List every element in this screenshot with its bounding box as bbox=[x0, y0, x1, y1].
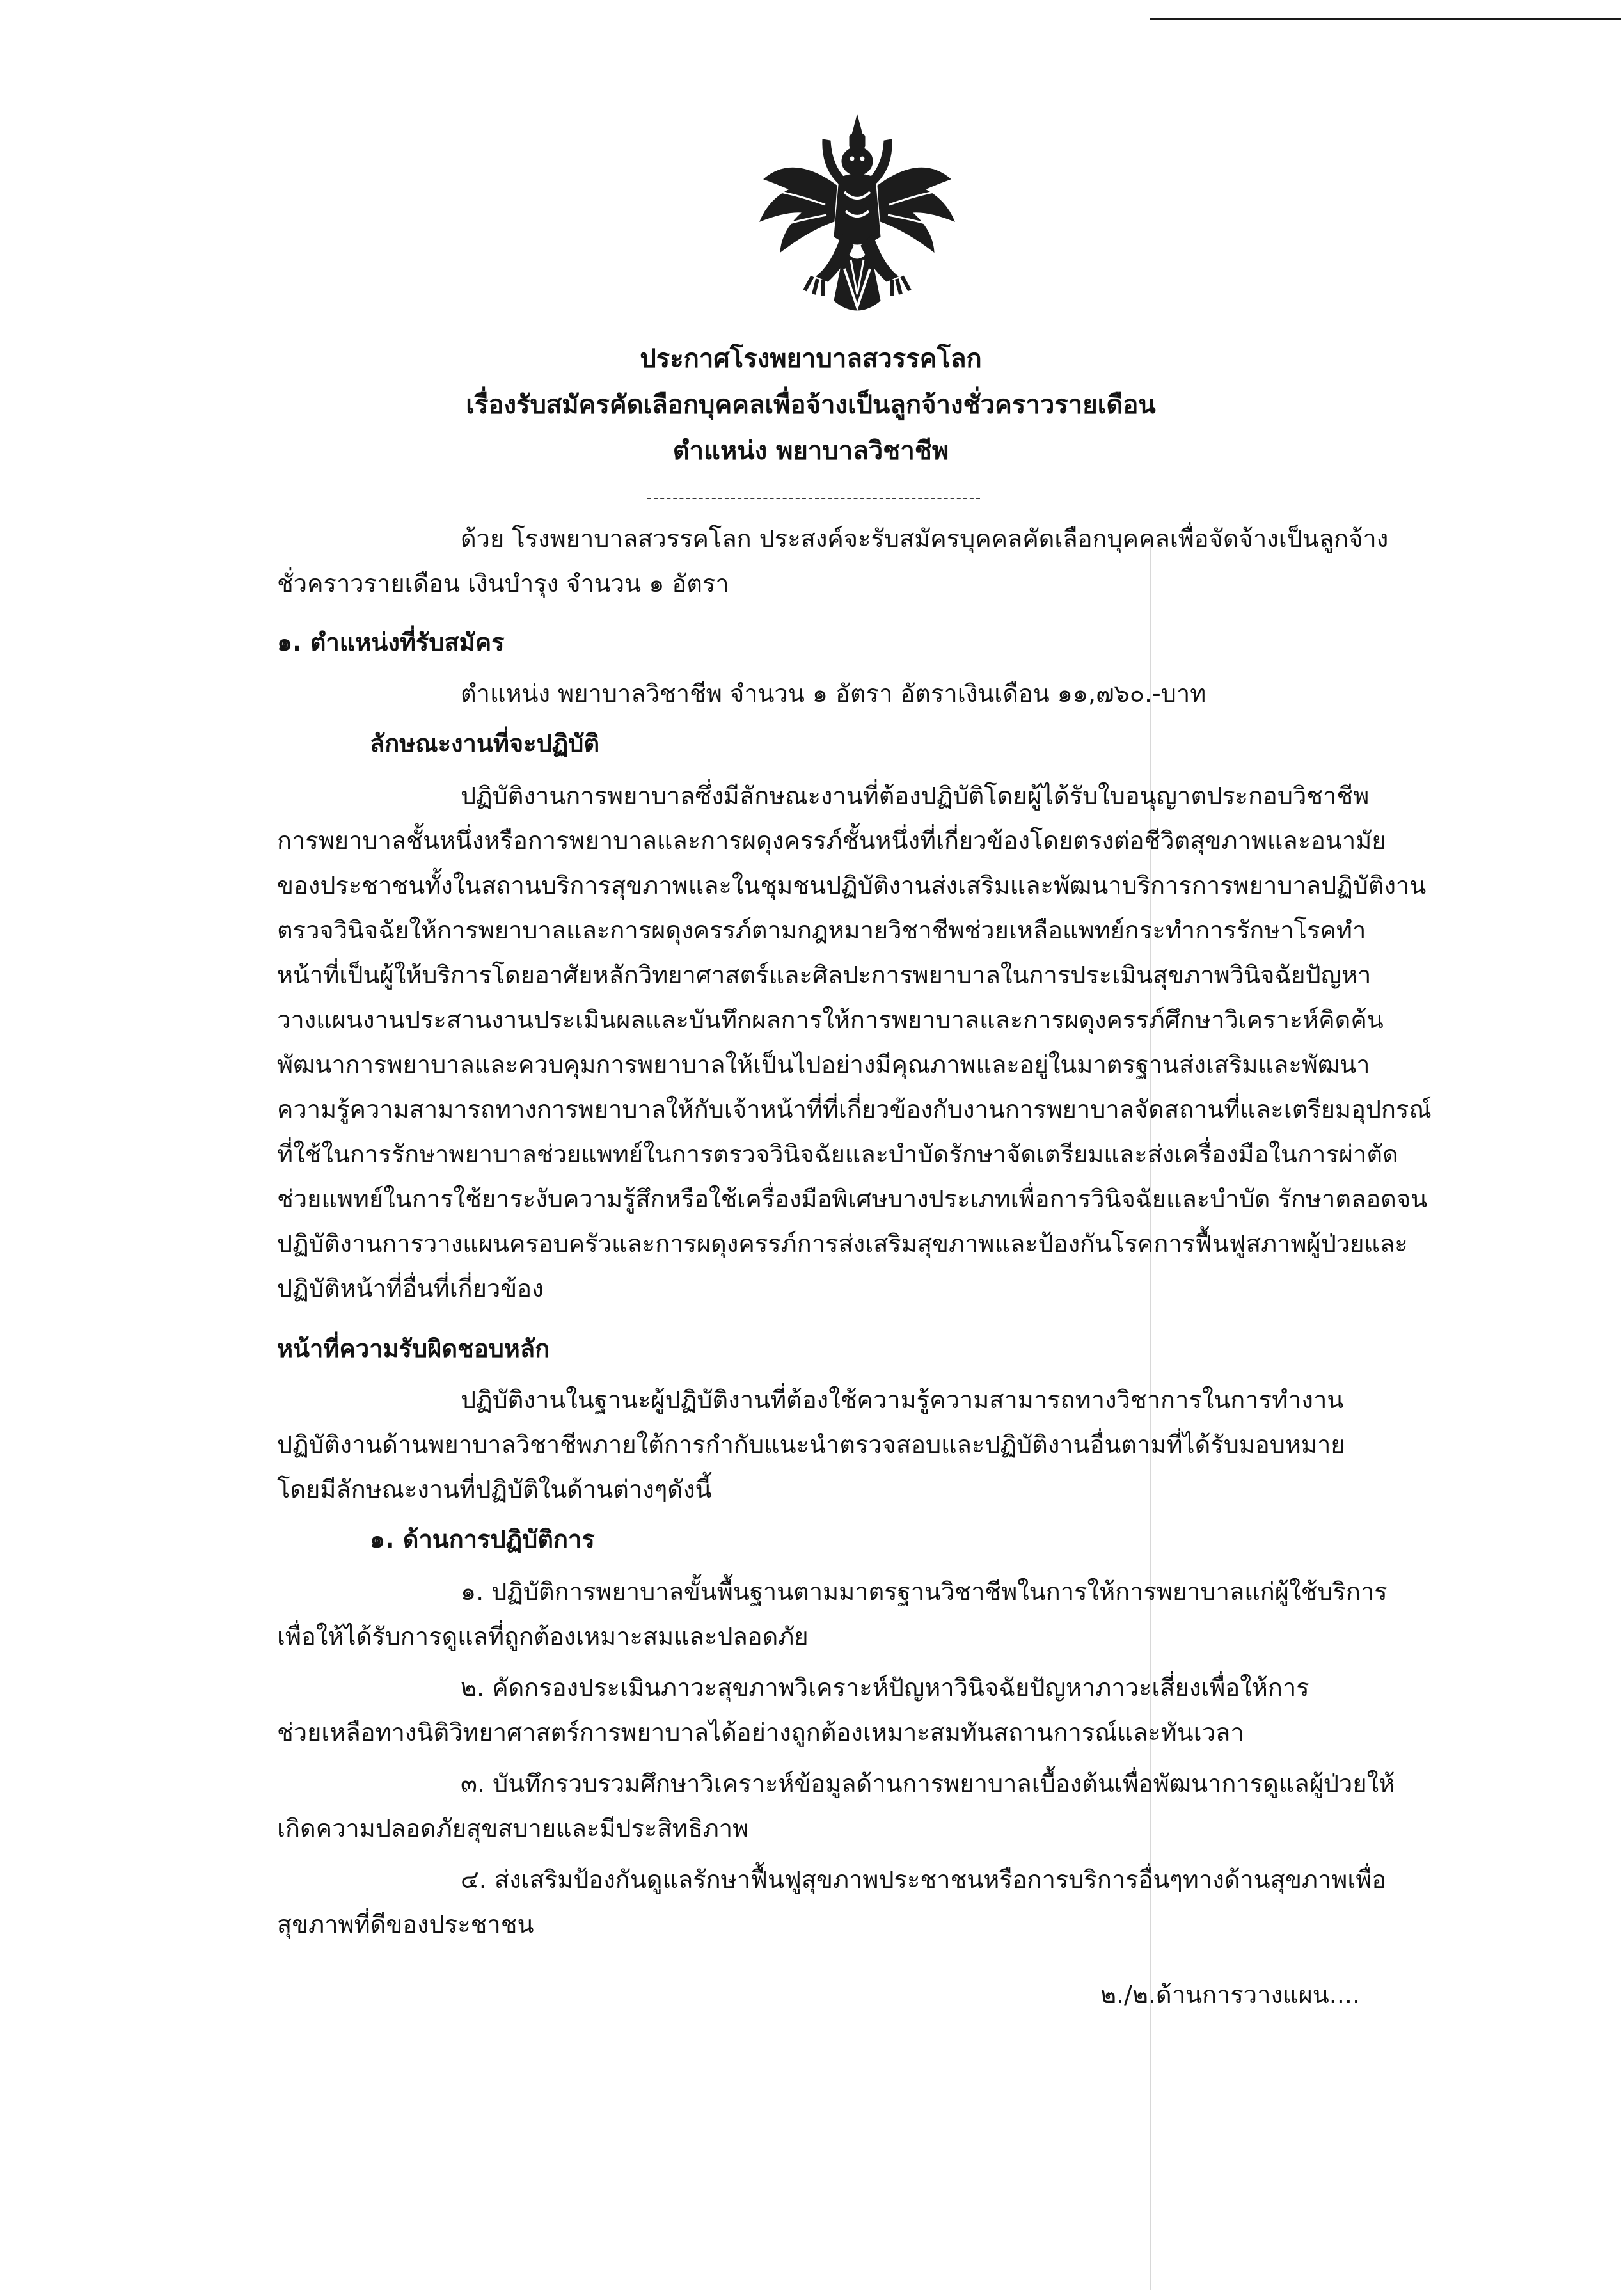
paragraph-line: ตรวจวินิจฉัยให้การพยาบาลและการผดุงครรภ์ตามกฎหมายวิชาชีพช่วยเหลือแพทย์กระทำการรักษาโรคทำ bbox=[277, 916, 1366, 944]
paragraph-line: โดยมีลักษณะงานที่ปฏิบัติในด้านต่างๆดังนี้ bbox=[277, 1475, 712, 1503]
intro-line: ด้วย โรงพยาบาลสวรรคโลก ประสงค์จะรับสมัครบุคคลคัดเลือกบุคคลเพื่อจัดจ้างเป็นลูกจ้าง bbox=[461, 525, 1389, 553]
list-item-continuation: สุขภาพที่ดีของประชาชน bbox=[277, 1910, 534, 1938]
garuda-emblem-icon bbox=[755, 109, 960, 326]
section-heading: หน้าที่ความรับผิดชอบหลัก bbox=[277, 1334, 550, 1363]
title-separator bbox=[647, 498, 980, 499]
paragraph-line: ปฏิบัติงานด้านพยาบาลวิชาชีพภายใต้การกำกับแนะนำตรวจสอบและปฏิบัติงานอื่นตามที่ได้รับมอบหมาย bbox=[277, 1430, 1345, 1459]
section-heading: ลักษณะงานที่จะปฏิบัติ bbox=[370, 729, 600, 757]
intro-line: ชั่วคราวรายเดือน เงินบำรุง จำนวน ๑ อัตรา bbox=[277, 569, 729, 598]
paragraph-line: หน้าที่เป็นผู้ให้บริการโดยอาศัยหลักวิทยาศาสตร์และศิลปะการพยาบาลในการประเมินสุขภาพวินิจฉัยปัญหา bbox=[277, 961, 1372, 989]
scan-edge-line bbox=[1150, 18, 1621, 20]
paragraph-line: พัฒนาการพยาบาลและควบคุมการพยาบาลให้เป็นไปอย่างมีคุณภาพและอยู่ในมาตรฐานส่งเสริมและพัฒนา bbox=[277, 1050, 1370, 1079]
list-item-continuation: ช่วยเหลือทางนิติวิทยาศาสตร์การพยาบาลได้อย่างถูกต้องเหมาะสมทันสถานการณ์และทันเวลา bbox=[277, 1718, 1244, 1746]
subsection-heading: ๑. ด้านการปฏิบัติการ bbox=[370, 1525, 595, 1553]
list-item: ๑. ปฏิบัติการพยาบาลขั้นพื้นฐานตามมาตรฐานวิชาชีพในการให้การพยาบาลแก่ผู้ใช้บริการ bbox=[461, 1578, 1388, 1606]
paragraph-line: ที่ใช้ในการรักษาพยาบาลช่วยแพทย์ในการตรวจวินิจฉัยและบำบัดรักษาจัดเตรียมและส่งเครื่องมือในการผ่าตัด bbox=[277, 1140, 1398, 1168]
paragraph-line: ปฏิบัติงานการวางแผนครอบครัวและการผดุงครรภ์การส่งเสริมสุขภาพและป้องกันโรคการฟื้นฟูสภาพผู้ป่วยและ bbox=[277, 1230, 1408, 1258]
paragraph-line: ความรู้ความสามารถทางการพยาบาลให้กับเจ้าหน้าที่ที่เกี่ยวข้องกับงานการพยาบาลจัดสถานที่และเตรียมอุปกรณ์ bbox=[277, 1095, 1432, 1123]
paragraph-line: การพยาบาลชั้นหนึ่งหรือการพยาบาลและการผดุงครรภ์ชั้นหนึ่งที่เกี่ยวข้องโดยตรงต่อชีวิตสุขภาพและอนามัย bbox=[277, 827, 1386, 855]
announcement-position: ตำแหน่ง พยาบาลวิชาชีพ bbox=[672, 436, 949, 466]
paragraph-line: วางแผนงานประสานงานประเมินผลและบันทึกผลการให้การพยาบาลและการผดุงครรภ์ศึกษาวิเคราะห์คิดค้น bbox=[277, 1006, 1384, 1034]
continuation-note: ๒./๒.ด้านการวางแผน.... bbox=[1100, 1981, 1361, 2009]
list-item: ๒. คัดกรองประเมินภาวะสุขภาพวิเคราะห์ปัญหาวินิจฉัยปัญหาภาวะเสี่ยงเพื่อให้การ bbox=[461, 1674, 1309, 1702]
section-heading: ๑. ตำแหน่งที่รับสมัคร bbox=[277, 628, 505, 656]
announcement-title: ประกาศโรงพยาบาลสวรรคโลก bbox=[640, 344, 982, 374]
list-item-continuation: เกิดความปลอดภัยสุขสบายและมีประสิทธิภาพ bbox=[277, 1814, 749, 1842]
paragraph-line: ปฏิบัติงานในฐานะผู้ปฏิบัติงานที่ต้องใช้ความรู้ความสามารถทางวิชาการในการทำงาน bbox=[461, 1386, 1344, 1414]
paragraph-line: ช่วยแพทย์ในการใช้ยาระงับความรู้สึกหรือใช้เครื่องมือพิเศษบางประเภทเพื่อการวินิจฉัยและบำบัด รักษาตลอดจน bbox=[277, 1185, 1428, 1213]
list-item: ๔. ส่งเสริมป้องกันดูแลรักษาฟื้นฟูสุขภาพประชาชนหรือการบริการอื่นๆทางด้านสุขภาพเพื่อ bbox=[461, 1865, 1387, 1894]
announcement-subject: เรื่องรับสมัครคัดเลือกบุคคลเพื่อจ้างเป็นลูกจ้างชั่วคราวรายเดือน bbox=[466, 390, 1156, 420]
paragraph-line: ของประชาชนทั้งในสถานบริการสุขภาพและในชุมชนปฏิบัติงานส่งเสริมและพัฒนาบริการการพยาบาลปฏิบัติงาน bbox=[277, 871, 1427, 899]
list-item: ๓. บันทึกรวบรวมศึกษาวิเคราะห์ข้อมูลด้านการพยาบาลเบื้องต้นเพื่อพัฒนาการดูแลผู้ป่วยให้ bbox=[461, 1770, 1395, 1798]
paragraph-line: ปฏิบัติงานการพยาบาลซึ่งมีลักษณะงานที่ต้องปฏิบัติโดยผู้ได้รับใบอนุญาตประกอบวิชาชีพ bbox=[461, 782, 1370, 810]
list-item-continuation: เพื่อให้ได้รับการดูแลที่ถูกต้องเหมาะสมและปลอดภัย bbox=[277, 1622, 809, 1651]
paragraph-line: ปฏิบัติหน้าที่อื่นที่เกี่ยวข้อง bbox=[277, 1274, 544, 1302]
position-detail: ตำแหน่ง พยาบาลวิชาชีพ จำนวน ๑ อัตรา อัตราเงินเดือน ๑๑,๗๖๐.-บาท bbox=[461, 679, 1206, 708]
